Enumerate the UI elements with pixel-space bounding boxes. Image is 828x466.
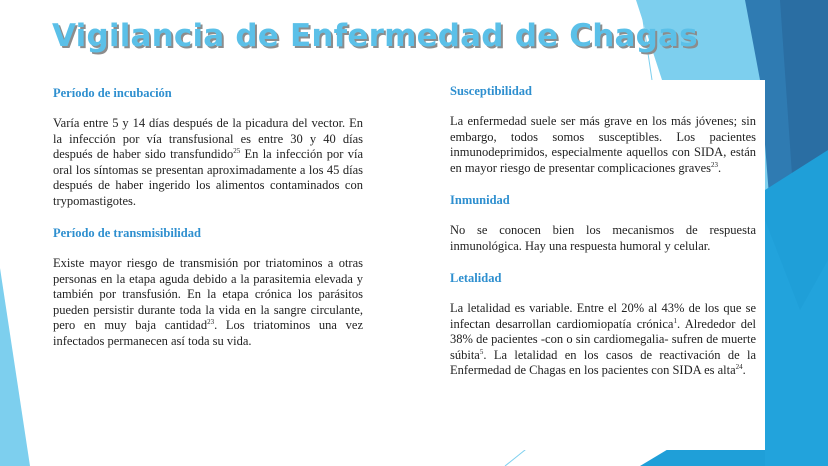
right-column — [450, 84, 756, 379]
citation: 24 — [735, 362, 743, 371]
heading-transmissibility-period: Período de transmisibilidad — [53, 226, 201, 240]
citation: 5 — [479, 347, 484, 356]
heading-lethality: Letalidad — [450, 271, 502, 285]
incubation-period-text: Varía entre 5 y 14 días después de la picadura del vector. En la infección por vía transfusional es entre 30 y 40 días después de haber sido transfundido$^{25}$ En la infección por vía oral los síntomas se presentan aproximadamente a los 45 días después de haber ingerido los alimentos contaminados con trypomastigotes. — [53, 116, 363, 208]
transmissibility-period-text: Existe mayor riesgo de transmisión por triatominos a otras personas en la etapa aguda debido a la parasitemia elevada y también por transfusión. En la etapa crónica los parásitos pueden persistir durante toda la vida en la sangre circulante, pero en muy baja cantidad$^{23}$. Los triatominos una vez infectados permanecen así toda su vida. — [53, 256, 363, 348]
citation: 23 — [207, 317, 215, 326]
lethality-text: La letalidad es variable. Entre el 20% al 43% de los que se infectan desarrollan cardiomiopatía crónica$^1$. Alrededor del 38% de pacientes -con o sin cardiomegalia- sufren de muerte súbita$^5$. La letalidad en los casos de reactivación de la Enfermedad de Chagas en los pacientes con SIDA es alta$^{24}$. — [450, 301, 756, 377]
citation: 23 — [711, 160, 719, 169]
left-column — [53, 86, 363, 349]
slide-title: Vigilancia de Enfermedad de Chagas — [52, 18, 698, 54]
heading-incubation-period: Período de incubación — [53, 86, 172, 100]
heading-immunity: Inmunidad — [450, 193, 510, 207]
immunity-text: No se conocen bien los mecanismos de respuesta inmunológica. Hay una respuesta humoral y celular. — [450, 223, 756, 253]
susceptibility-text: La enfermedad suele ser más grave en los más jóvenes; sin embargo, todos somos susceptibles. Los pacientes inmunodeprimidos, especialmente aquellos con SIDA, están en mayor riesgo de presentar complicaciones graves$^{23}$. — [450, 114, 756, 175]
citation: 1 — [673, 316, 677, 325]
heading-susceptibility: Susceptibilidad — [450, 84, 532, 98]
citation: 25 — [233, 146, 241, 155]
